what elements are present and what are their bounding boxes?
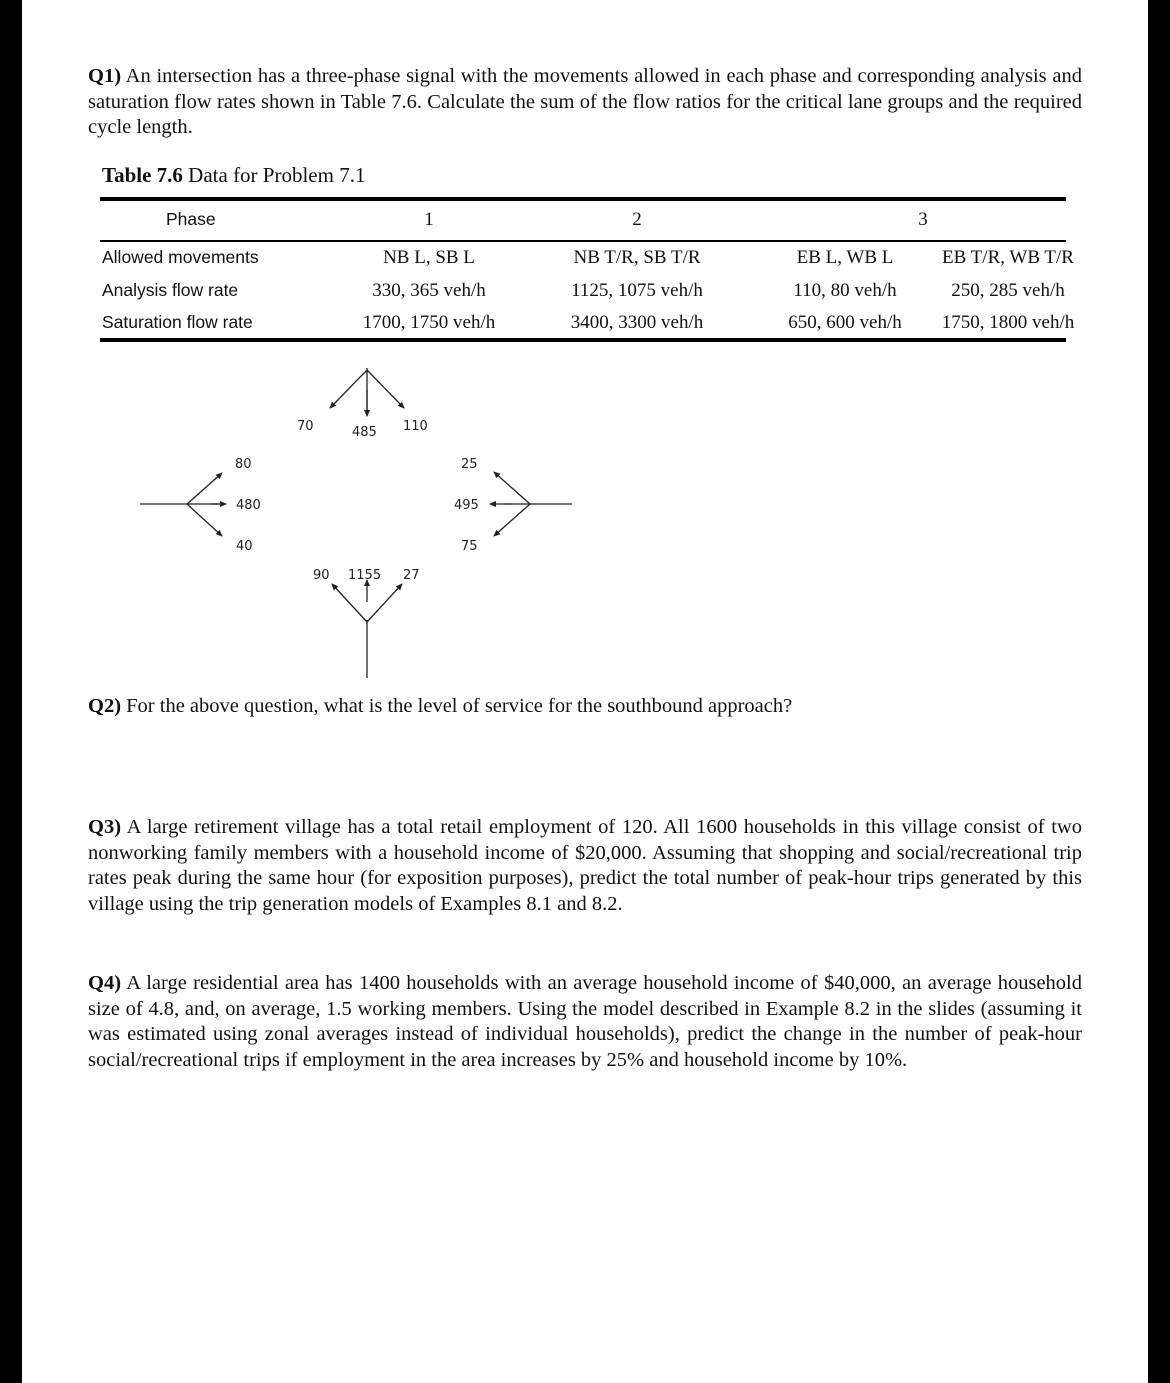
west-left-arrow [187,473,222,504]
volume-label: 110 [403,419,428,434]
question-1 [88,64,1082,141]
cell: NB T/R, SB T/R [573,247,701,268]
header-phase-1: 1 [424,209,434,230]
row-label-saturation-flow-rate: Saturation flow rate [102,312,253,332]
table-bottom-rule [100,338,1066,342]
question-2 [88,694,1082,720]
north-right-arrow [330,370,367,408]
volume-label: 70 [297,419,314,434]
document-page [22,0,1148,1383]
north-left-arrow [367,370,404,408]
east-right-arrow [494,472,530,504]
cell: 3400, 3300 veh/h [570,312,704,333]
south-left-arrow [332,584,367,622]
question-3 [88,815,1082,917]
row-label-analysis-flow-rate: Analysis flow rate [102,280,239,300]
row-label-allowed-movements: Allowed movements [102,247,259,267]
volume-label: 495 [454,498,479,513]
cell: 1700, 1750 veh/h [362,312,496,333]
north-approach [297,368,428,440]
cell: NB L, SB L [383,247,475,268]
question-4 [88,971,1082,1073]
question-1-text: An intersection has a three-phase signal with the movements allowed in each phase and corresponding analysis and saturation flow rates shown in Table 7.6. Calculate the sum of the flow ratios for the critical lane groups and the required cycle length. [88,65,1082,138]
volume-label: 40 [236,539,253,554]
intersection-volume-diagram [112,360,572,680]
west-right-arrow [187,504,222,536]
question-1-label: Q1) [88,65,122,87]
table-caption-number: Table 7.6 [102,163,183,187]
east-left-arrow [494,504,530,536]
cell: EB L, WB L [796,247,894,268]
south-right-arrow [367,584,402,622]
header-phase-2: 2 [632,209,642,230]
volume-label: 480 [236,498,261,513]
cell: 1750, 1800 veh/h [941,312,1075,333]
volume-label: 27 [403,568,420,583]
header-phase: Phase [166,209,216,229]
table-caption-text: Data for Problem 7.1 [188,163,366,187]
volume-label: 90 [313,568,330,583]
volume-label: 80 [235,457,252,472]
question-3-label: Q3) [88,816,122,838]
header-phase-3: 3 [918,209,928,230]
table-caption [102,163,365,188]
cell: EB T/R, WB T/R [942,247,1074,268]
volume-label: 485 [352,425,377,440]
volume-label: 25 [461,457,478,472]
volume-label: 75 [461,539,478,554]
cell: 1125, 1075 veh/h [571,280,703,301]
table-header-rule [100,240,1066,242]
cell: 330, 365 veh/h [372,280,486,301]
volume-label: 1155 [348,568,382,583]
table-top-rule [100,197,1066,201]
south-approach [313,568,420,678]
question-2-text: For the above question, what is the level of service for the southbound approach? [126,695,793,717]
east-approach [454,457,572,554]
question-2-label: Q2) [88,695,122,717]
west-approach [140,457,261,554]
cell: 110, 80 veh/h [793,280,897,301]
cell: 650, 600 veh/h [788,312,902,333]
question-4-text: A large residential area has 1400 households with an average household income of $40,000, an average household size of 4.8, and, on average, 1.5 working members. Using the model described in Example 8.2 in the slides (assuming it was estimated using zonal averages instead of individual households), predict the change in the number of peak-hour social/recreational trips if employment in the area increases by 25% and household income by 10%. [88,972,1083,1071]
question-3-text: A large retirement village has a total retail employment of 120. All 1600 households in this village consist of two nonworking family members with a household income of $20,000. Assuming that shopping and social/recreational trip rates peak during the same hour (for exposition purposes), predict the total number of peak-hour trips generated by this village using the trip generation models of Examples 8.1 and 8.2. [88,816,1082,915]
question-4-label: Q4) [88,972,122,994]
cell: 250, 285 veh/h [951,280,1065,301]
